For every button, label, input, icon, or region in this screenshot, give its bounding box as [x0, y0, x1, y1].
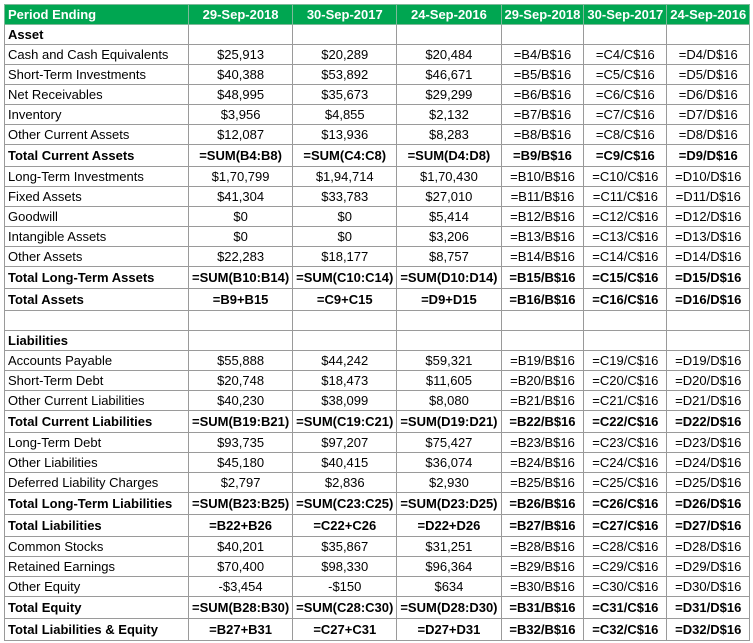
value-cell[interactable]: =D8/D$16	[667, 125, 750, 145]
value-cell[interactable]: $93,735	[189, 433, 293, 453]
table-row	[5, 105, 750, 125]
value-cell[interactable]: $3,956	[189, 105, 293, 125]
value-cell[interactable]: =B6/B$16	[501, 85, 584, 105]
value-cell[interactable]: =D16/D$16	[667, 289, 750, 311]
value-cell[interactable]: =B23/B$16	[501, 433, 584, 453]
value-cell[interactable]: =D4/D$16	[667, 45, 750, 65]
value-cell[interactable]: =B14/B$16	[501, 247, 584, 267]
value-cell[interactable]: =SUM(B4:B8)	[189, 145, 293, 167]
value-cell[interactable]: $2,132	[397, 105, 501, 125]
value-cell[interactable]: =C4/C$16	[584, 45, 667, 65]
value-cell[interactable]: =D20/D$16	[667, 371, 750, 391]
value-cell[interactable]: -$150	[293, 577, 397, 597]
value-cell[interactable]: =D27/D$16	[667, 515, 750, 537]
value-cell[interactable]: $8,283	[397, 125, 501, 145]
table-row	[5, 371, 750, 391]
value-cell[interactable]: $40,415	[293, 453, 397, 473]
value-cell[interactable]: =D23/D$16	[667, 433, 750, 453]
value-cell[interactable]: =B8/B$16	[501, 125, 584, 145]
value-cell[interactable]: =D13/D$16	[667, 227, 750, 247]
value-cell[interactable]: =B9/B$16	[501, 145, 584, 167]
value-cell[interactable]: $70,400	[189, 557, 293, 577]
value-cell[interactable]	[397, 331, 501, 351]
table-row	[5, 411, 750, 433]
value-cell[interactable]: $44,242	[293, 351, 397, 371]
value-cell[interactable]: $0	[293, 227, 397, 247]
value-cell[interactable]: =SUM(D4:D8)	[397, 145, 501, 167]
header-cell-date[interactable]: 30-Sep-2017	[293, 5, 397, 25]
value-cell[interactable]: $40,230	[189, 391, 293, 411]
row-label-cell[interactable]: Net Receivables	[5, 85, 189, 105]
value-cell[interactable]: =B29/B$16	[501, 557, 584, 577]
value-cell[interactable]: =D22/D$16	[667, 411, 750, 433]
value-cell[interactable]: =D25/D$16	[667, 473, 750, 493]
value-cell[interactable]	[501, 331, 584, 351]
value-cell[interactable]: =SUM(C10:C14)	[293, 267, 397, 289]
value-cell[interactable]: $1,94,714	[293, 167, 397, 187]
table-row	[5, 167, 750, 187]
value-cell[interactable]: $75,427	[397, 433, 501, 453]
value-cell[interactable]	[584, 311, 667, 331]
value-cell[interactable]: =SUM(C19:C21)	[293, 411, 397, 433]
value-cell[interactable]	[293, 311, 397, 331]
value-cell[interactable]: =C28/C$16	[584, 537, 667, 557]
value-cell[interactable]: $97,207	[293, 433, 397, 453]
value-cell[interactable]: =C12/C$16	[584, 207, 667, 227]
value-cell[interactable]: =B22/B$16	[501, 411, 584, 433]
table-row	[5, 289, 750, 311]
value-cell[interactable]: =B22+B26	[189, 515, 293, 537]
value-cell[interactable]: =D7/D$16	[667, 105, 750, 125]
header-cell-date[interactable]: 24-Sep-2016	[397, 5, 501, 25]
value-cell[interactable]: =C16/C$16	[584, 289, 667, 311]
value-cell[interactable]: =C6/C$16	[584, 85, 667, 105]
header-row	[5, 5, 750, 25]
value-cell[interactable]: =SUM(D23:D25)	[397, 493, 501, 515]
value-cell[interactable]: =C9/C$16	[584, 145, 667, 167]
table-row	[5, 577, 750, 597]
header-cell-date[interactable]: 24-Sep-2016	[667, 5, 750, 25]
value-cell[interactable]: =D29/D$16	[667, 557, 750, 577]
value-cell[interactable]: $35,673	[293, 85, 397, 105]
value-cell[interactable]: =D22+D26	[397, 515, 501, 537]
value-cell[interactable]: $36,074	[397, 453, 501, 473]
value-cell[interactable]: =SUM(B19:B21)	[189, 411, 293, 433]
value-cell[interactable]: =B20/B$16	[501, 371, 584, 391]
table-row	[5, 267, 750, 289]
value-cell[interactable]: =B7/B$16	[501, 105, 584, 125]
row-label-cell[interactable]: Total Liabilities	[5, 515, 189, 537]
value-cell[interactable]: $0	[293, 207, 397, 227]
row-label-cell[interactable]: Retained Earnings	[5, 557, 189, 577]
value-cell[interactable]	[189, 311, 293, 331]
value-cell[interactable]: =SUM(C4:C8)	[293, 145, 397, 167]
row-label-cell[interactable]: Other Assets	[5, 247, 189, 267]
value-cell[interactable]: =B24/B$16	[501, 453, 584, 473]
value-cell[interactable]: $96,364	[397, 557, 501, 577]
value-cell[interactable]	[397, 25, 501, 45]
value-cell[interactable]: =B4/B$16	[501, 45, 584, 65]
value-cell[interactable]: =C24/C$16	[584, 453, 667, 473]
value-cell[interactable]: $12,087	[189, 125, 293, 145]
value-cell[interactable]: =C27+C31	[293, 619, 397, 641]
table-row	[5, 537, 750, 557]
value-cell[interactable]: $8,757	[397, 247, 501, 267]
value-cell[interactable]: =D10/D$16	[667, 167, 750, 187]
value-cell[interactable]	[501, 311, 584, 331]
row-label-cell[interactable]: Other Equity	[5, 577, 189, 597]
value-cell[interactable]: =D9/D$16	[667, 145, 750, 167]
table-row	[5, 207, 750, 227]
value-cell[interactable]: =SUM(C23:C25)	[293, 493, 397, 515]
value-cell[interactable]: $2,930	[397, 473, 501, 493]
value-cell[interactable]: =C13/C$16	[584, 227, 667, 247]
value-cell[interactable]: $8,080	[397, 391, 501, 411]
row-label-cell[interactable]: Short-Term Investments	[5, 65, 189, 85]
value-cell[interactable]: =D11/D$16	[667, 187, 750, 207]
value-cell[interactable]: $2,797	[189, 473, 293, 493]
value-cell[interactable]: =C22+C26	[293, 515, 397, 537]
value-cell[interactable]: =D28/D$16	[667, 537, 750, 557]
row-label-cell[interactable]: Deferred Liability Charges	[5, 473, 189, 493]
value-cell[interactable]: $18,177	[293, 247, 397, 267]
value-cell[interactable]: $46,671	[397, 65, 501, 85]
value-cell[interactable]: =B28/B$16	[501, 537, 584, 557]
value-cell[interactable]: =B30/B$16	[501, 577, 584, 597]
table-row	[5, 85, 750, 105]
value-cell[interactable]: =B31/B$16	[501, 597, 584, 619]
value-cell[interactable]: $29,299	[397, 85, 501, 105]
value-cell[interactable]: =SUM(D19:D21)	[397, 411, 501, 433]
value-cell[interactable]	[667, 311, 750, 331]
value-cell[interactable]: =C8/C$16	[584, 125, 667, 145]
value-cell[interactable]: $40,388	[189, 65, 293, 85]
value-cell[interactable]: =C20/C$16	[584, 371, 667, 391]
value-cell[interactable]	[667, 25, 750, 45]
row-label-cell[interactable]: Asset	[5, 25, 189, 45]
table-body	[5, 25, 750, 641]
row-label-cell[interactable]: Common Stocks	[5, 537, 189, 557]
row-label-cell[interactable]: Total Long-Term Assets	[5, 267, 189, 289]
row-label-cell[interactable]: Other Current Assets	[5, 125, 189, 145]
value-cell[interactable]: =D19/D$16	[667, 351, 750, 371]
row-label-cell[interactable]: Accounts Payable	[5, 351, 189, 371]
value-cell[interactable]: =D12/D$16	[667, 207, 750, 227]
value-cell[interactable]: $0	[189, 227, 293, 247]
value-cell[interactable]: $2,836	[293, 473, 397, 493]
value-cell[interactable]: =C26/C$16	[584, 493, 667, 515]
value-cell[interactable]: $38,099	[293, 391, 397, 411]
value-cell[interactable]: =C5/C$16	[584, 65, 667, 85]
table-row	[5, 619, 750, 641]
row-label-cell[interactable]: Goodwill	[5, 207, 189, 227]
value-cell[interactable]: $53,892	[293, 65, 397, 85]
value-cell[interactable]: =C23/C$16	[584, 433, 667, 453]
value-cell[interactable]: =B32/B$16	[501, 619, 584, 641]
value-cell[interactable]: =D21/D$16	[667, 391, 750, 411]
value-cell[interactable]: =D26/D$16	[667, 493, 750, 515]
value-cell[interactable]: =C22/C$16	[584, 411, 667, 433]
value-cell[interactable]: =B21/B$16	[501, 391, 584, 411]
table-row	[5, 473, 750, 493]
value-cell[interactable]: $634	[397, 577, 501, 597]
row-label-cell[interactable]: Total Current Assets	[5, 145, 189, 167]
value-cell[interactable]: $55,888	[189, 351, 293, 371]
row-label-cell[interactable]: Fixed Assets	[5, 187, 189, 207]
value-cell[interactable]: =B19/B$16	[501, 351, 584, 371]
row-label-cell[interactable]: Cash and Cash Equivalents	[5, 45, 189, 65]
value-cell[interactable]: $20,748	[189, 371, 293, 391]
value-cell[interactable]: $4,855	[293, 105, 397, 125]
value-cell[interactable]: =B26/B$16	[501, 493, 584, 515]
row-label-cell[interactable]: Short-Term Debt	[5, 371, 189, 391]
value-cell[interactable]: =D32/D$16	[667, 619, 750, 641]
value-cell[interactable]: =B11/B$16	[501, 187, 584, 207]
value-cell[interactable]: =C27/C$16	[584, 515, 667, 537]
value-cell[interactable]	[501, 25, 584, 45]
table-row	[5, 433, 750, 453]
value-cell[interactable]: =SUM(B10:B14)	[189, 267, 293, 289]
value-cell[interactable]: $18,473	[293, 371, 397, 391]
row-label-cell[interactable]: Long-Term Investments	[5, 167, 189, 187]
value-cell[interactable]: $20,289	[293, 45, 397, 65]
value-cell[interactable]: $59,321	[397, 351, 501, 371]
row-label-cell[interactable]: Inventory	[5, 105, 189, 125]
value-cell[interactable]	[293, 25, 397, 45]
value-cell[interactable]	[667, 331, 750, 351]
value-cell[interactable]: $20,484	[397, 45, 501, 65]
value-cell[interactable]: =D5/D$16	[667, 65, 750, 85]
row-label-cell[interactable]: Total Liabilities & Equity	[5, 619, 189, 641]
value-cell[interactable]: =C7/C$16	[584, 105, 667, 125]
value-cell[interactable]: =B13/B$16	[501, 227, 584, 247]
row-label-cell[interactable]: Liabilities	[5, 331, 189, 351]
row-label-cell[interactable]: Intangible Assets	[5, 227, 189, 247]
value-cell[interactable]: $27,010	[397, 187, 501, 207]
table-row	[5, 65, 750, 85]
value-cell[interactable]: =B16/B$16	[501, 289, 584, 311]
table-row	[5, 493, 750, 515]
table-row	[5, 331, 750, 351]
balance-sheet-table	[4, 4, 750, 641]
value-cell[interactable]: =B27+B31	[189, 619, 293, 641]
table-row	[5, 453, 750, 473]
value-cell[interactable]: =D31/D$16	[667, 597, 750, 619]
table-row	[5, 125, 750, 145]
value-cell[interactable]: -$3,454	[189, 577, 293, 597]
value-cell[interactable]: $41,304	[189, 187, 293, 207]
value-cell[interactable]: =D30/D$16	[667, 577, 750, 597]
value-cell[interactable]: =C25/C$16	[584, 473, 667, 493]
value-cell[interactable]: =C31/C$16	[584, 597, 667, 619]
value-cell[interactable]: =SUM(D28:D30)	[397, 597, 501, 619]
value-cell[interactable]: =B10/B$16	[501, 167, 584, 187]
row-label-cell[interactable]	[5, 311, 189, 331]
row-label-cell[interactable]: Total Assets	[5, 289, 189, 311]
header-cell-date[interactable]: 29-Sep-2018	[189, 5, 293, 25]
value-cell[interactable]: =C11/C$16	[584, 187, 667, 207]
value-cell[interactable]: $31,251	[397, 537, 501, 557]
row-label-cell[interactable]: Total Equity	[5, 597, 189, 619]
value-cell[interactable]: $40,201	[189, 537, 293, 557]
value-cell[interactable]: =C30/C$16	[584, 577, 667, 597]
table-row	[5, 311, 750, 331]
value-cell[interactable]: =C21/C$16	[584, 391, 667, 411]
value-cell[interactable]: =SUM(D10:D14)	[397, 267, 501, 289]
table-row	[5, 351, 750, 371]
header-cell-period-ending[interactable]: Period Ending	[5, 5, 189, 25]
value-cell[interactable]: =D9+D15	[397, 289, 501, 311]
value-cell[interactable]: =B12/B$16	[501, 207, 584, 227]
value-cell[interactable]: =D6/D$16	[667, 85, 750, 105]
value-cell[interactable]: $3,206	[397, 227, 501, 247]
value-cell[interactable]: $48,995	[189, 85, 293, 105]
value-cell[interactable]	[584, 331, 667, 351]
value-cell[interactable]: =C10/C$16	[584, 167, 667, 187]
value-cell[interactable]: =D14/D$16	[667, 247, 750, 267]
table-row	[5, 247, 750, 267]
value-cell[interactable]: =B27/B$16	[501, 515, 584, 537]
value-cell[interactable]: $5,414	[397, 207, 501, 227]
value-cell[interactable]: $45,180	[189, 453, 293, 473]
value-cell[interactable]: =C9+C15	[293, 289, 397, 311]
header-cell-date[interactable]: 29-Sep-2018	[501, 5, 584, 25]
value-cell[interactable]: =C19/C$16	[584, 351, 667, 371]
value-cell[interactable]	[189, 25, 293, 45]
row-label-cell[interactable]: Long-Term Debt	[5, 433, 189, 453]
value-cell[interactable]	[584, 25, 667, 45]
value-cell[interactable]: $1,70,799	[189, 167, 293, 187]
value-cell[interactable]	[397, 311, 501, 331]
value-cell[interactable]: =SUM(B23:B25)	[189, 493, 293, 515]
value-cell[interactable]: $33,783	[293, 187, 397, 207]
value-cell[interactable]	[293, 331, 397, 351]
value-cell[interactable]: $1,70,430	[397, 167, 501, 187]
header-cell-date[interactable]: 30-Sep-2017	[584, 5, 667, 25]
table-row	[5, 515, 750, 537]
value-cell[interactable]: =B5/B$16	[501, 65, 584, 85]
table-row	[5, 45, 750, 65]
row-label-cell[interactable]: Other Current Liabilities	[5, 391, 189, 411]
row-label-cell[interactable]: Total Long-Term Liabilities	[5, 493, 189, 515]
value-cell[interactable]: =C15/C$16	[584, 267, 667, 289]
value-cell[interactable]: =SUM(C28:C30)	[293, 597, 397, 619]
table-row	[5, 557, 750, 577]
value-cell[interactable]: $25,913	[189, 45, 293, 65]
value-cell[interactable]: =D24/D$16	[667, 453, 750, 473]
value-cell[interactable]: =C14/C$16	[584, 247, 667, 267]
value-cell[interactable]: =D27+D31	[397, 619, 501, 641]
table-row	[5, 145, 750, 167]
value-cell[interactable]: $11,605	[397, 371, 501, 391]
value-cell[interactable]: $98,330	[293, 557, 397, 577]
value-cell[interactable]: =B15/B$16	[501, 267, 584, 289]
table-row	[5, 597, 750, 619]
value-cell[interactable]: $35,867	[293, 537, 397, 557]
value-cell[interactable]: =D15/D$16	[667, 267, 750, 289]
row-label-cell[interactable]: Other Liabilities	[5, 453, 189, 473]
value-cell[interactable]: =C32/C$16	[584, 619, 667, 641]
value-cell[interactable]: =B25/B$16	[501, 473, 584, 493]
table-row	[5, 25, 750, 45]
value-cell[interactable]: $0	[189, 207, 293, 227]
table-row	[5, 227, 750, 247]
value-cell[interactable]: $13,936	[293, 125, 397, 145]
value-cell[interactable]: =C29/C$16	[584, 557, 667, 577]
row-label-cell[interactable]: Total Current Liabilities	[5, 411, 189, 433]
value-cell[interactable]: $22,283	[189, 247, 293, 267]
table-row	[5, 187, 750, 207]
value-cell[interactable]	[189, 331, 293, 351]
value-cell[interactable]: =SUM(B28:B30)	[189, 597, 293, 619]
value-cell[interactable]: =B9+B15	[189, 289, 293, 311]
table-row	[5, 391, 750, 411]
